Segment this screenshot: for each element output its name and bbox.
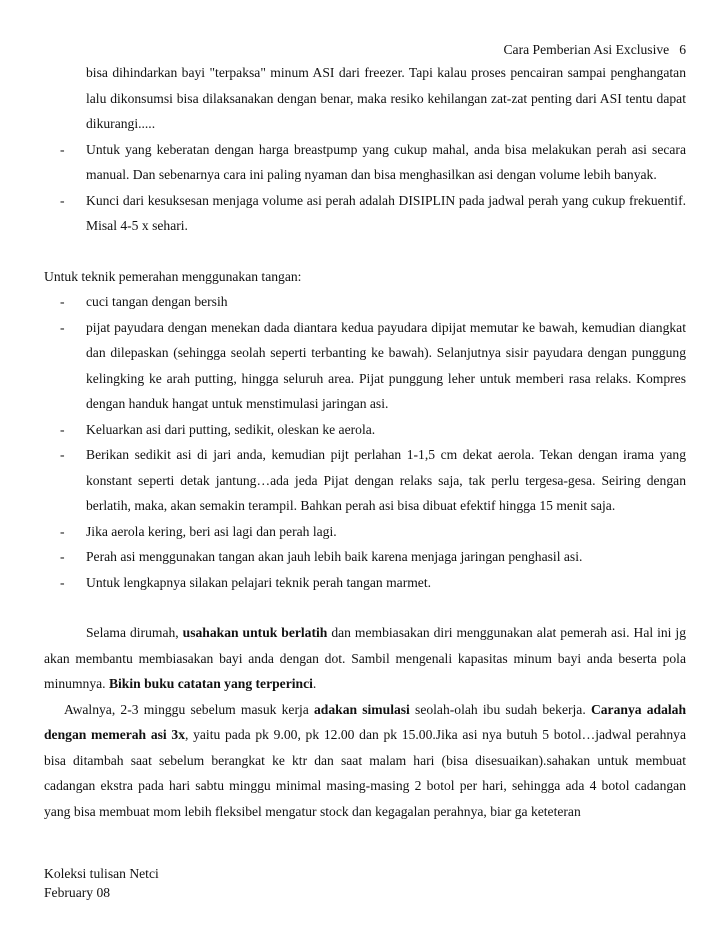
list-item-text: cuci tangan dengan bersih [86,294,228,309]
practice-paragraph [44,620,686,697]
list-item [44,289,686,315]
list-item [44,137,686,188]
text-run: dan membiasakan diri menggunakan alat pemerah asi. Hal ini jg akan membantu membiasakan bayi anda dengan dot. Sambil mengenali kapasitas minum bayi anda beserta pola minumnya. [44,625,686,691]
list-item-text: Perah asi menggunakan tangan akan jauh lebih baik karena menjaga jaringan penghasil asi. [86,549,583,564]
hand-technique-list [44,289,686,595]
text-run: seolah-olah ibu sudah bekerja. [409,701,591,717]
text-run: . [312,676,317,691]
bold-phrase: adakan simulasi [313,701,410,717]
list-item-text: Jika aerola kering, beri asi lagi dan perah lagi. [86,523,337,539]
list-item-text: Berikan sedikit asi di jari anda, kemudian pijt perlahan 1-1,5 cm dekat aerola. Tekan dengan irama yang konstant seperti detak jantung…ada jeda Pijat dengan relaks saja, tak perlu tergesa-gesa. Seiring dengan berlatih, maka, akan semakin terampil. Bahkan perah asi bisa dibuat efektif hingga 15 menit saja. [86,447,686,513]
list-item-text: pijat payudara dengan menekan dada diantara kedua payudara dipijat memutar ke bawah, kemudian diangkat dan dilepaskan (sehingga seolah seperti terbanting ke bawah). Selanjutnya sisir payudara dengan punggung kelingking ke arah putting, hingga seluruh area. Pijat punggung leher untuk memberi rasa relaks. Kompres dengan handuk hangat untuk menstimulasi jaringan asi. [86,319,686,411]
spacer [44,595,686,620]
list-item-text: Keluarkan asi dari putting, sedikit, oleskan ke aerola. [86,421,376,437]
list-item [44,315,686,417]
dash-bullet: - [60,523,65,539]
bold-phrase: Bikin buku catatan yang terperinci [108,676,313,691]
dash-bullet: - [60,294,65,309]
text-run: Awalnya, 2-3 minggu sebelum masuk kerja [64,701,314,717]
hand-technique-intro: Untuk teknik pemerahan menggunakan tangan: [44,268,302,284]
text-run: , yaitu pada pk 9.00, pk 12.00 dan pk 15.00.Jika asi nya butuh 5 botol…jadwal perahnya bisa ditambah saat sebelum berangkat ke ktr dan saat malam hari (bisa disesuaikan).sahakan untuk membuat cadangan ekstra pada hari sabtu minggu minimal masing-masing 2 botol per hari, sehingga ada 4 botol cadangan yang bisa membuat mom lebih fleksibel mengatur stock dan kegagalan perahnya, biar ga keteteran [44,727,686,819]
simulation-paragraph [44,697,686,825]
dash-bullet: - [60,192,65,208]
list-item [44,442,686,519]
page-header [503,42,686,58]
dash-bullet: - [60,141,65,157]
document-body [44,60,686,824]
pumping-tips-list [44,137,686,239]
footer-collection: Koleksi tulisan Netci [44,866,159,881]
dash-bullet: - [60,421,65,437]
list-item [44,544,686,570]
list-item [44,570,686,596]
list-item [44,188,686,239]
spacer [44,239,686,264]
continuation-paragraph: bisa dihindarkan bayi "terpaksa" minum ASI dari freezer. Tapi kalau proses pencairan sampai penghangatan lalu dikonsumsi bisa dilaksanakan dengan benar, maka resiko kehilangan zat-zat penting dari ASI tentu dapat dikurangi..... [86,65,686,131]
bold-phrase: Caranya adalah dengan memerah asi 3x [44,701,687,742]
dash-bullet: - [60,319,65,335]
list-item-text: Untuk yang keberatan dengan harga breastpump yang cukup mahal, anda bisa melakukan perah asi secara manual. Dan sebenarnya cara ini paling nyaman dan bisa menghasilkan asi dengan volume lebih banyak. [86,141,686,182]
header-title: Cara Pemberian Asi Exclusive [503,42,670,57]
dash-bullet: - [60,447,65,462]
list-item-text: Untuk lengkapnya silakan pelajari teknik perah tangan marmet. [86,574,432,590]
list-item [44,519,686,545]
footer-date: February 08 [44,885,111,900]
bold-phrase: usahakan untuk berlatih [182,625,328,640]
dash-bullet: - [60,574,65,590]
page-footer [44,864,159,902]
list-item [44,417,686,443]
page-number: 6 [679,42,686,57]
list-item-text: Kunci dari kesuksesan menjaga volume asi perah adalah DISIPLIN pada jadwal perah yang cukup frekuentif. Misal 4-5 x sehari. [86,192,686,233]
dash-bullet: - [60,549,65,564]
text-run: Selama dirumah, [86,625,183,640]
